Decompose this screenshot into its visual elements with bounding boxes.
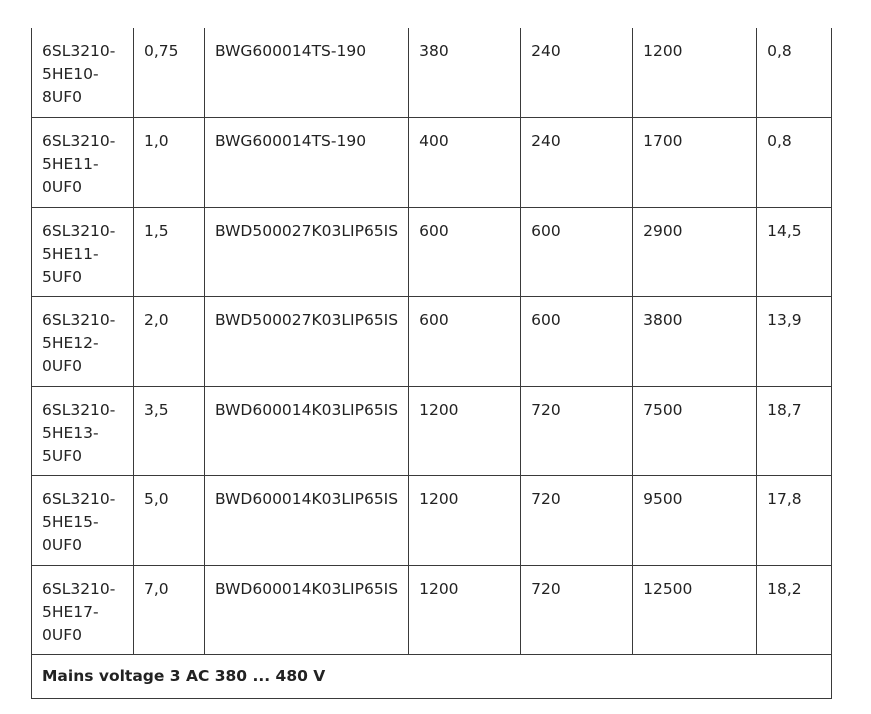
power-cell: 7,0 [134,565,205,655]
resistor-cell: BWD500027K03LIP65IS [205,297,409,387]
value-cell: 0,8 [757,28,832,118]
table-row [32,118,832,208]
value-cell: 13,9 [757,297,832,387]
resistor-cell: BWD600014K03LIP65IS [205,386,409,476]
value-cell: 380 [409,28,521,118]
resistor-cell: BWG600014TS-190 [205,118,409,208]
value-cell: 9500 [633,476,757,566]
value-cell: 0,8 [757,118,832,208]
value-cell: 1200 [409,565,521,655]
resistor-cell: BWD500027K03LIP65IS [205,207,409,297]
part-number-cell: 6SL3210- 5HE10- 8UF0 [32,28,134,118]
value-cell: 720 [521,476,633,566]
power-cell: 1,5 [134,207,205,297]
part-number-cell: 6SL3210- 5HE15- 0UF0 [32,476,134,566]
part-number-cell: 6SL3210- 5HE12- 0UF0 [32,297,134,387]
value-cell: 12500 [633,565,757,655]
value-cell: 1200 [633,28,757,118]
braking-resistor-table [31,28,832,699]
value-cell: 3800 [633,297,757,387]
value-cell: 14,5 [757,207,832,297]
value-cell: 18,2 [757,565,832,655]
power-cell: 2,0 [134,297,205,387]
table-row [32,28,832,118]
value-cell: 720 [521,386,633,476]
part-number-cell: 6SL3210- 5HE11- 5UF0 [32,207,134,297]
table-body [32,28,832,699]
mains-voltage-heading: Mains voltage 3 AC 380 ... 480 V [32,655,832,699]
value-cell: 1200 [409,476,521,566]
value-cell: 600 [409,207,521,297]
power-cell: 1,0 [134,118,205,208]
table-row [32,386,832,476]
resistor-cell: BWG600014TS-190 [205,28,409,118]
value-cell: 7500 [633,386,757,476]
resistor-cell: BWD600014K03LIP65IS [205,565,409,655]
part-number-cell: 6SL3210- 5HE11- 0UF0 [32,118,134,208]
value-cell: 400 [409,118,521,208]
part-number-cell: 6SL3210- 5HE17- 0UF0 [32,565,134,655]
resistor-cell: BWD600014K03LIP65IS [205,476,409,566]
table-row [32,476,832,566]
table-row [32,565,832,655]
value-cell: 1700 [633,118,757,208]
value-cell: 720 [521,565,633,655]
value-cell: 17,8 [757,476,832,566]
power-cell: 3,5 [134,386,205,476]
table-footer-row [32,655,832,699]
value-cell: 240 [521,118,633,208]
power-cell: 0,75 [134,28,205,118]
table-row [32,297,832,387]
value-cell: 600 [521,207,633,297]
power-cell: 5,0 [134,476,205,566]
table-row [32,207,832,297]
value-cell: 600 [409,297,521,387]
value-cell: 240 [521,28,633,118]
part-number-cell: 6SL3210- 5HE13- 5UF0 [32,386,134,476]
braking-resistor-table-container [31,28,832,699]
value-cell: 18,7 [757,386,832,476]
value-cell: 1200 [409,386,521,476]
value-cell: 600 [521,297,633,387]
value-cell: 2900 [633,207,757,297]
